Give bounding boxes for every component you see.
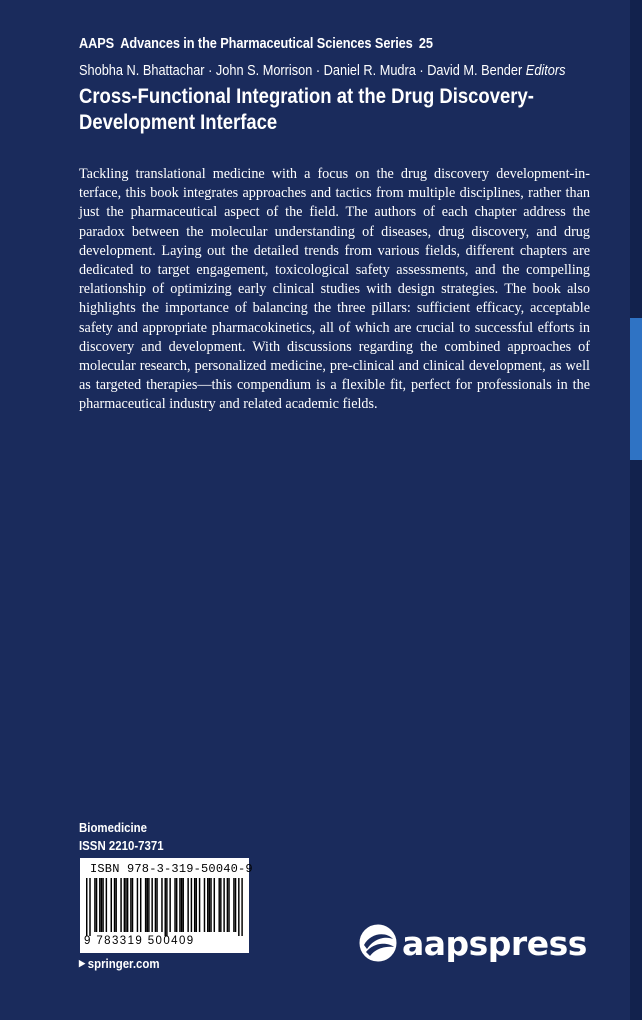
spine-edge: [630, 0, 642, 1020]
issn-label: ISSN 2210-7371: [79, 838, 164, 853]
series-number: 25: [418, 36, 433, 52]
back-cover-blurb: Tackling translational medicine with a focus on the drug discovery development-interface, this book integrates approaches and tactics from multiple disciplines, rather than just the pharmaceutical aspect of the field. The authors of each chapter address the paradox between the molecular understanding of diseases, drug discovery, and drug development. Laying out the detailed trends from various fields, different chapters are dedicated to target engagement, toxicological safety assessments, and the compelling relationship of optimizing early clinical studies with design strategies. The book also highlights the importance of balancing the three pillars: sufficient efficacy, acceptable safety and appropriate pharmacokinetics, all of which are crucial to successful efforts in discovery and development. With discussions regarding the combined approaches of molecular research, personalized medicine, pre-clinical and clinical development, as well as targeted therapies—this compendium is a flexible fit, perfect for professionals in the pharmaceutical industry and related academic fields.: [79, 166, 590, 413]
series-header: [79, 36, 439, 52]
editors-line: [79, 63, 566, 79]
editors-role: Editors: [525, 63, 566, 79]
book-title: Cross-Functional Integration at the Drug Discovery-Development Interface: [79, 85, 534, 134]
editor-names: Shobha N. Bhattachar · John S. Morrison · Daniel R. Mudra · David M. Bender: [79, 63, 523, 79]
subject-label: Biomedicine: [79, 820, 148, 835]
website-text: springer.com: [87, 956, 160, 971]
publisher-name: aapspress: [402, 923, 587, 963]
isbn-text: ISBN 978-3-319-50040-9: [90, 862, 253, 876]
barcode-bars: [86, 878, 243, 936]
series-name: Advances in the Pharmaceutical Sciences Series: [120, 36, 413, 52]
spine-accent-bar: [630, 318, 642, 460]
publisher-logo: [358, 921, 587, 965]
series-brand: AAPS: [79, 36, 115, 52]
isbn-barcode: [80, 858, 253, 953]
publisher-website[interactable]: [79, 956, 160, 971]
aaps-globe-icon: [358, 923, 398, 963]
barcode-digits: 9 783319 500409: [84, 935, 195, 947]
triangle-arrow-icon: ▶: [79, 958, 86, 968]
